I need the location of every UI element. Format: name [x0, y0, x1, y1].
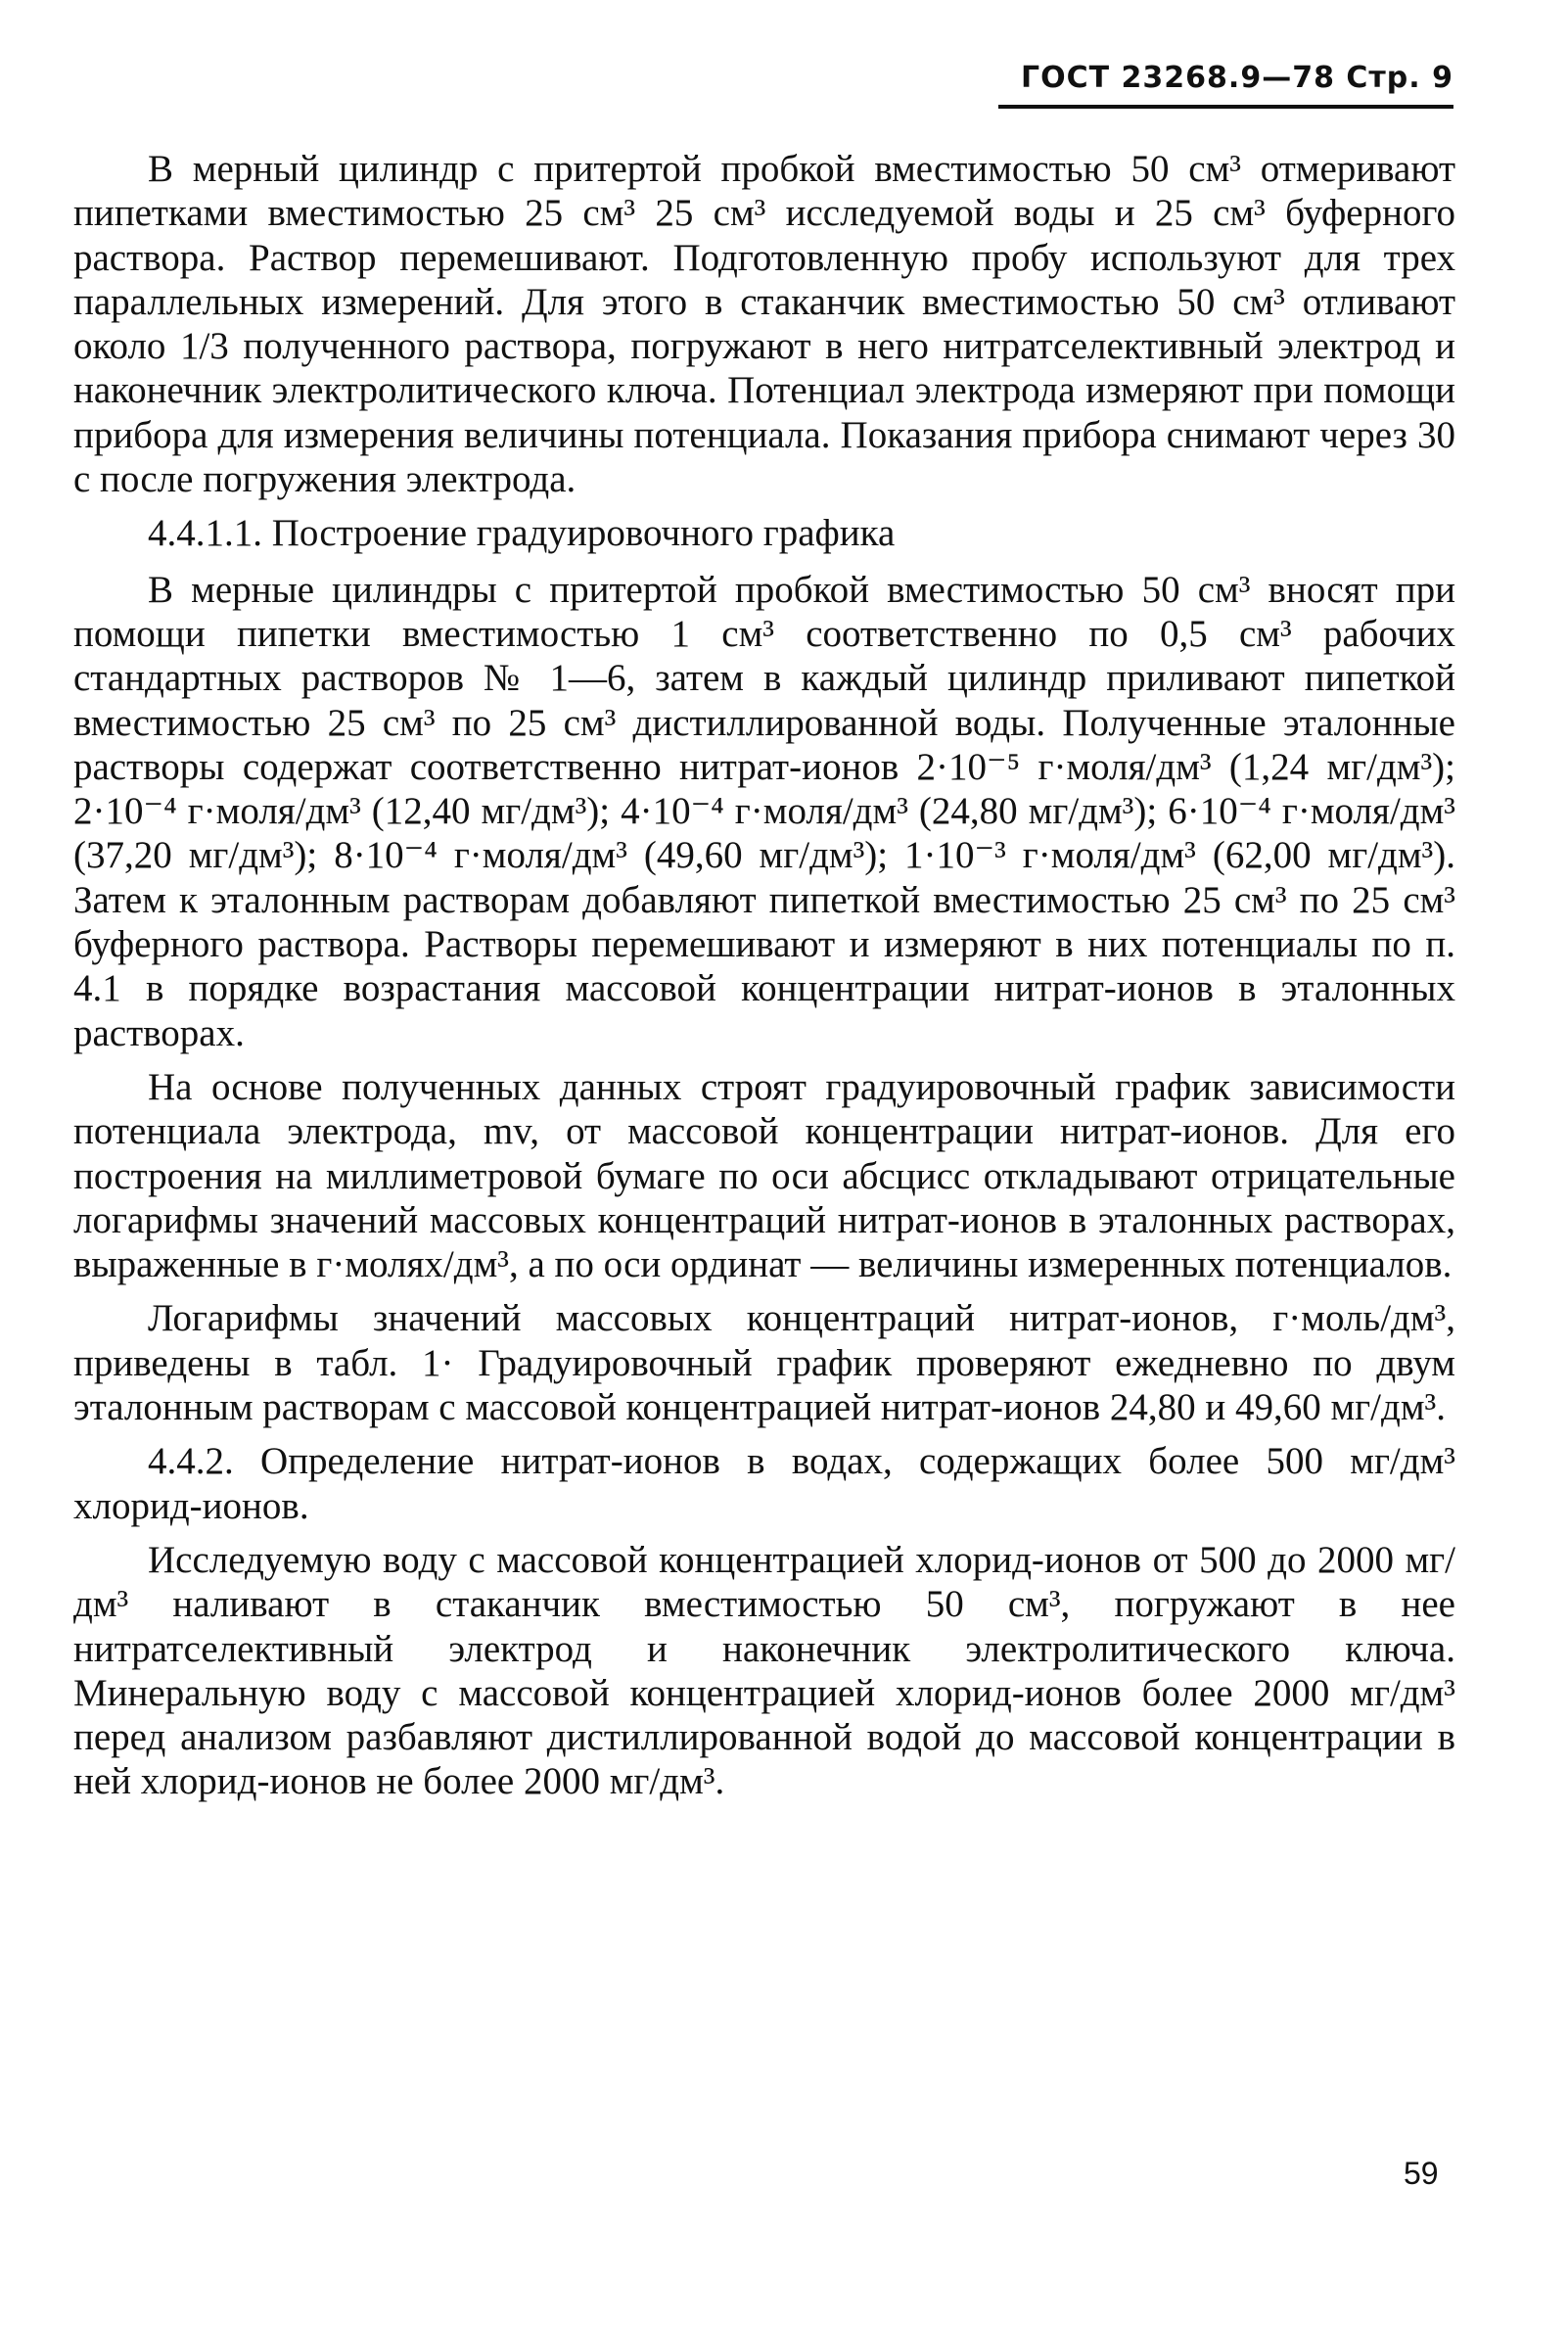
paragraph-calibration-graph: На основе полученных данных строят градуировочный график зависимости потенциала электрода, mv, от массовой концентрации нитрат-ионов. Для его построения на миллиметровой бумаге по оси абсцисс откладывают отрицательные логарифмы значений массовых концентраций нитрат-ионов в эталонных растворах, выраженные в г·молях/дм³, а по оси ординат — величины измеренных потенциалов.	[73, 1065, 1455, 1286]
section-heading-calibration: 4.4.1.1. Построение градуировочного графика	[148, 512, 896, 555]
page-header: ГОСТ 23268.9—78 Стр. 9	[998, 61, 1453, 109]
paragraph-chloride-procedure: Исследуемую воду с массовой концентрацией хлорид-ионов от 500 до 2000 мг/дм³ наливают в стаканчик вместимостью 50 см³, погружают в нее нитратселективный электрод и наконечник электролитического ключа. Минеральную воду с массовой концентрацией хлорид-ионов более 2000 мг/дм³ перед анализом разбавляют дистиллированной водой до массовой концентрации в ней хлорид-ионов не более 2000 мг/дм³.	[73, 1538, 1455, 1803]
paragraph-logarithms: Логарифмы значений массовых концентраций нитрат-ионов, г·моль/дм³, приведены в табл. 1· Градуировочный график проверяют ежедневно по двум эталонным растворам с массовой концентрацией нитрат-ионов 24,80 и 49,60 мг/дм³.	[73, 1297, 1455, 1429]
document-body	[73, 147, 1455, 1814]
page-number: 59	[1404, 2156, 1439, 2191]
paragraph-measurement: В мерный цилиндр с притертой пробкой вместимостью 50 см³ отмеривают пипетками вместимостью 25 см³ 25 см³ исследуемой воды и 25 см³ буферного раствора. Раствор перемешивают. Подготовленную пробу используют для трех параллельных измерений. Для этого в стаканчик вместимостью 50 см³ отливают около 1/3 полученного раствора, погружают в него нитратселективный электрод и наконечник электролитического ключа. Потенциал электрода измеряют при помощи прибора для измерения величины потенциала. Показания прибора снимают через 30 с после погружения электрода.	[73, 148, 1455, 501]
paragraph-standard-solutions: В мерные цилиндры с притертой пробкой вместимостью 50 см³ вносят при помощи пипетки вместимостью 1 см³ соответственно по 0,5 см³ рабочих стандартных растворов № 1—6, затем в каждый цилиндр приливают пипеткой вместимостью 25 см³ по 25 см³ дистиллированной воды. Полученные эталонные растворы содержат соответственно нитрат-ионов 2·10⁻⁵ г·моля/дм³ (1,24 мг/дм³); 2·10⁻⁴ г·моля/дм³ (12,40 мг/дм³); 4·10⁻⁴ г·моля/дм³ (24,80 мг/дм³); 6·10⁻⁴ г·моля/дм³ (37,20 мг/дм³); 8·10⁻⁴ г·моля/дм³ (49,60 мг/дм³); 1·10⁻³ г·моля/дм³ (62,00 мг/дм³). Затем к эталонным растворам добавляют пипеткой вместимостью 25 см³ по 25 см³ буферного раствора. Растворы перемешивают и измеряют в них потенциалы по п. 4.1 в порядке возрастания массовой концентрации нитрат-ионов в эталонных растворах.	[73, 568, 1455, 1054]
section-heading-chloride: 4.4.2. Определение нитрат-ионов в водах, содержащих более 500 мг/дм³ хлорид-ионов.	[73, 1440, 1455, 1527]
